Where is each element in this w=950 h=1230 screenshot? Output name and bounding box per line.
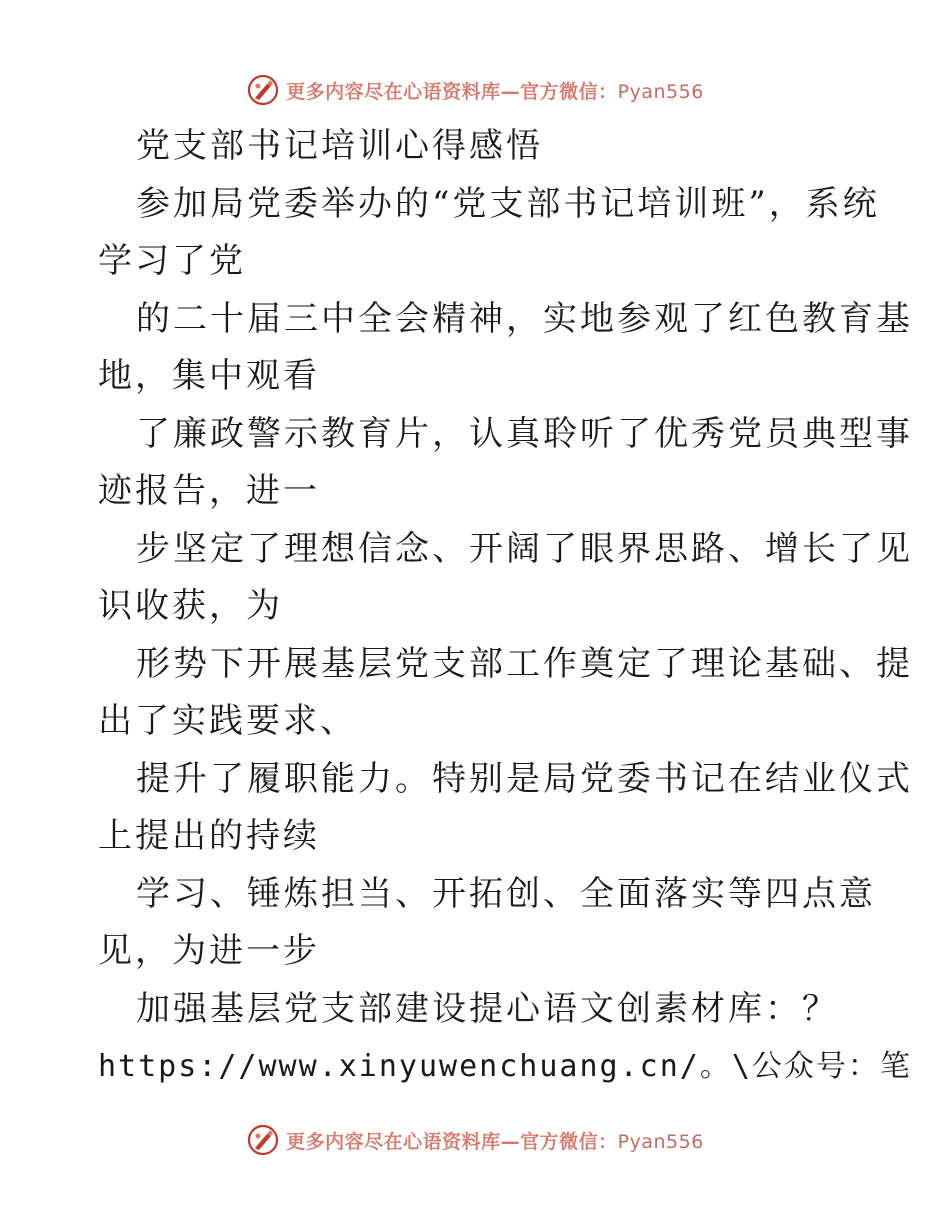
- paragraph-line: 上提出的持续: [98, 816, 320, 856]
- paragraph-line: 出了实践要求、: [98, 701, 357, 741]
- paragraph-line: 参加局党委举办的“党支部书记培训班”，系统: [136, 183, 880, 224]
- header-watermark: [0, 70, 950, 110]
- paragraph-line: 学习了党: [98, 241, 246, 281]
- paragraph-line: 了廉政警示教育片，认真聆听了优秀党员典型事: [136, 413, 913, 454]
- paragraph-line: 的二十届三中全会精神，实地参观了红色教育基: [136, 298, 913, 339]
- document-title: 党支部书记培训心得感悟: [136, 126, 543, 166]
- paragraph-line: 提升了履职能力。特别是局党委书记在结业仪式: [136, 758, 913, 799]
- paragraph-line: 见，为进一步: [98, 931, 320, 971]
- paragraph-line: 步坚定了理想信念、开阔了眼界思路、增长了见: [136, 528, 913, 569]
- paragraph-line: 加强基层党支部建设提心语文创素材库：？: [136, 988, 839, 1029]
- paragraph-line: 迹报告，进一: [98, 471, 320, 511]
- paragraph-line: 形势下开展基层党支部工作奠定了理论基础、提: [136, 643, 913, 684]
- pen-nib-logo-icon: [246, 73, 280, 107]
- pen-nib-logo-icon: [246, 1123, 280, 1157]
- paragraph-line: 地，集中观看: [98, 356, 320, 396]
- paragraph-line: 学习、锤炼担当、开拓创、全面落实等四点意: [136, 873, 876, 914]
- watermark-text: 更多内容尽在心语资料库—官方微信：Pyan556: [286, 1130, 704, 1153]
- paragraph-line: 识收获，为: [98, 586, 283, 626]
- url-line: https://www.xinyuwenchuang.cn/。\公众号：笔: [98, 1049, 912, 1084]
- document-body: [98, 118, 913, 1096]
- watermark-text: 更多内容尽在心语资料库—官方微信：Pyan556: [286, 80, 704, 103]
- footer-watermark: [0, 1120, 950, 1160]
